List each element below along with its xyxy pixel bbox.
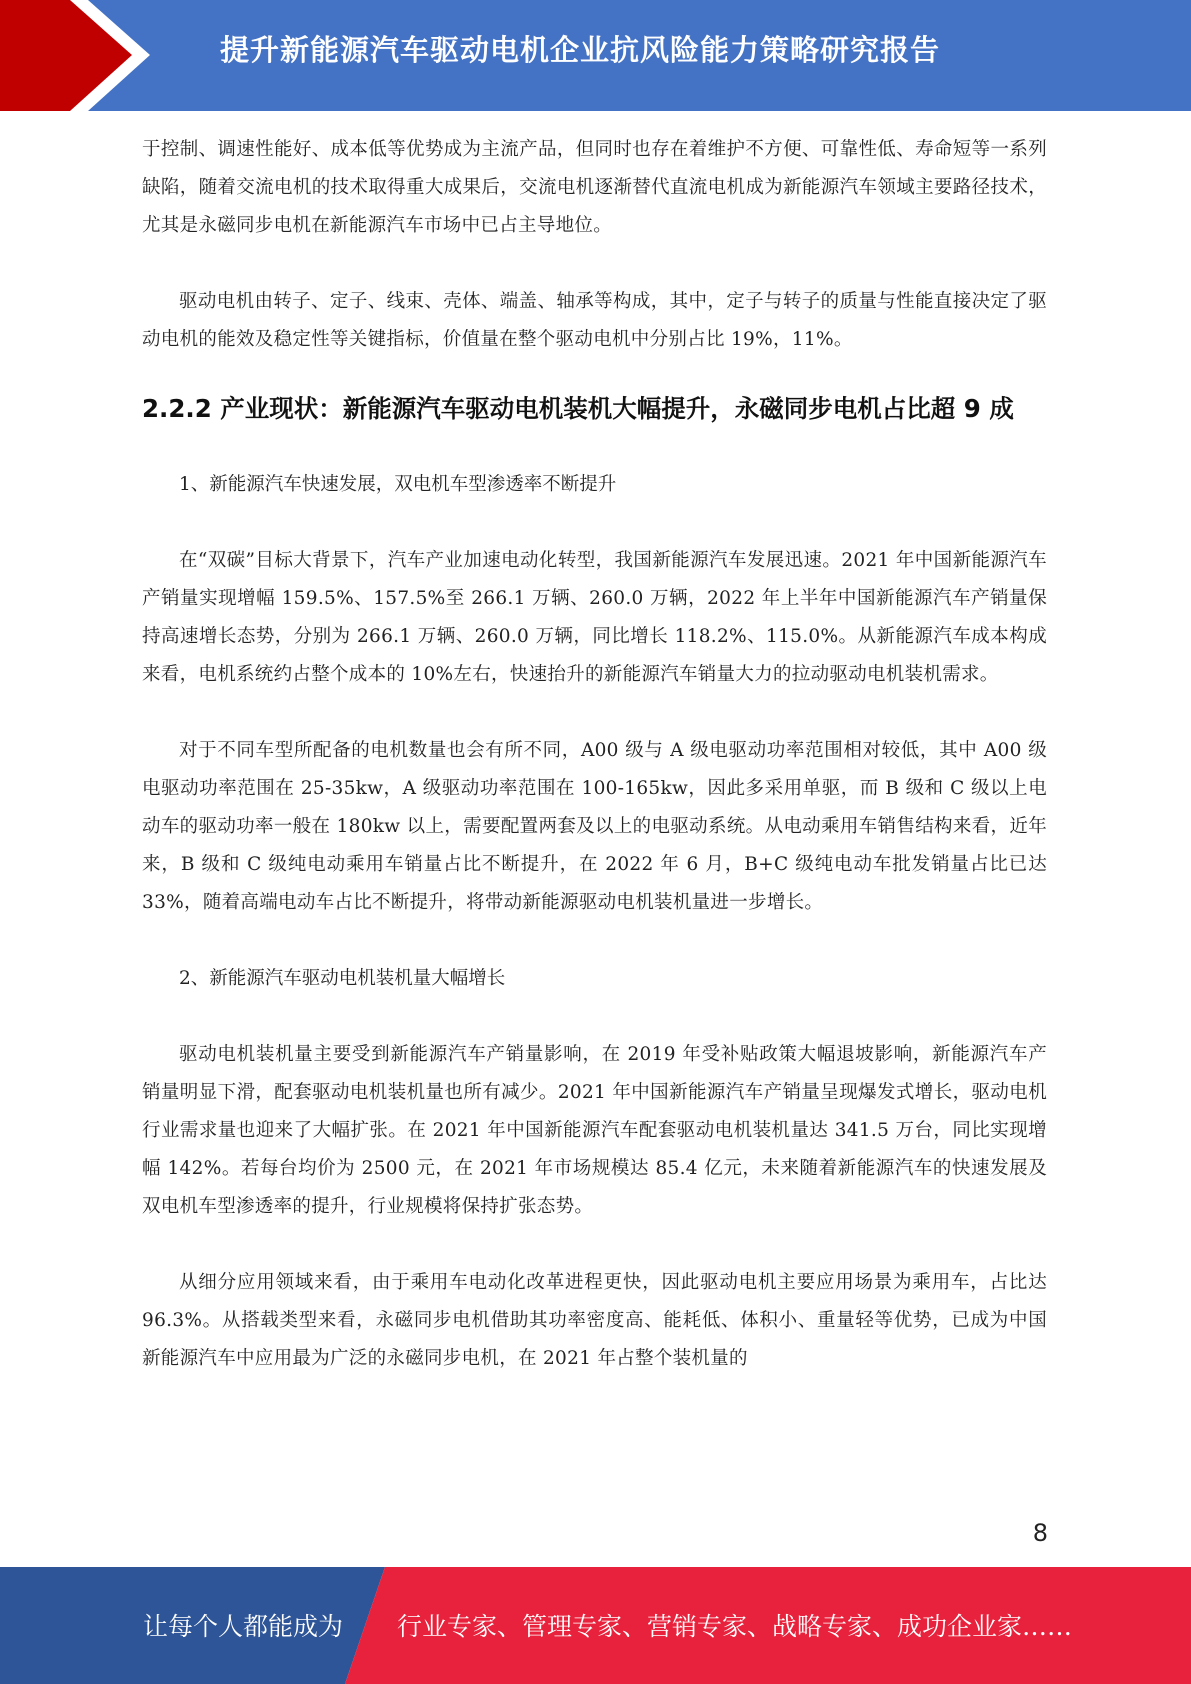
footer-slogan-left: 让每个人都能成为 [143,1612,344,1641]
page-header [0,0,1191,111]
paragraph-1: 于控制、调速性能好、成本低等优势成为主流产品，但同时也存在着维护不方便、可靠性低、寿命短等一系列缺陷，随着交流电机的技术取得重大成果后，交流电机逐渐替代直流电机成为新能源汽车领域主要路径技术，尤其是永磁同步电机在新能源汽车市场中已占主导地位。 [142,139,1047,236]
document-body [142,131,1047,1378]
page-footer [0,1567,1191,1684]
paragraph-5: 驱动电机装机量主要受到新能源汽车产销量影响，在 2019 年受补贴政策大幅退坡影响，新能源汽车产销量明显下滑，配套驱动电机装机量也所有减少。2021 年中国新能源汽车产销量呈现爆发式增长，驱动电机行业需求量也迎来了大幅扩张。在 2021 年中国新能源汽车配套驱动电机装机量达 341.5 万台，同比实现增幅 142%。若每台均价为 2500 元，在 2021 年市场规模达 85.4 亿元，未来随着新能源汽车的快速发展及双电机车型渗透率的提升，行业规模将保持扩张态势。 [142,1044,1047,1217]
footer-slogan-right: 行业专家、管理专家、营销专家、战略专家、成功企业家…… [397,1612,1073,1641]
page-number: 8 [1032,1519,1048,1547]
paragraph-3: 在“双碳”目标大背景下，汽车产业加速电动化转型，我国新能源汽车发展迅速。2021 年中国新能源汽车产销量实现增幅 159.5%、157.5%至 266.1 万辆、260.0 万辆，2022 年上半年中国新能源汽车产销量保持高速增长态势，分别为 266.1 万辆、260.0 万辆，同比增长 118.2%、115.0%。从新能源汽车成本构成来看，电机系统约占整个成本的 10%左右，快速抬升的新能源汽车销量大力的拉动驱动电机装机需求。 [142,550,1047,685]
paragraph-2: 驱动电机由转子、定子、线束、壳体、端盖、轴承等构成，其中，定子与转子的质量与性能直接决定了驱动电机的能效及稳定性等关键指标，价值量在整个驱动电机中分别占比 19%，11%。 [142,291,1047,350]
section-heading: 2.2.2 产业现状：新能源汽车驱动电机装机大幅提升，永磁同步电机占比超 9 成 [142,394,1014,423]
sub-heading-2: 2、新能源汽车驱动电机装机量大幅增长 [179,968,506,989]
paragraph-4: 对于不同车型所配备的电机数量也会有所不同，A00 级与 A 级电驱动功率范围相对较低，其中 A00 级电驱动功率范围在 25-35kw，A 级驱动功率范围在 100-165kw，因此多采用单驱，而 B 级和 C 级以上电动车的驱动功率一般在 180kw 以上，需要配置两套及以上的电驱动系统。从电动乘用车销售结构来看，近年来，B 级和 C 级纯电动乘用车销量占比不断提升，在 2022 年 6 月，B+C 级纯电动车批发销量占比已达 33%，随着高端电动车占比不断提升，将带动新能源驱动电机装机量进一步增长。 [142,740,1047,913]
sub-heading-1: 1、新能源汽车快速发展，双电机车型渗透率不断提升 [179,474,617,495]
header-title: 提升新能源汽车驱动电机企业抗风险能力策略研究报告 [220,33,941,67]
paragraph-6: 从细分应用领域来看，由于乘用车电动化改革进程更快，因此驱动电机主要应用场景为乘用车，占比达 96.3%。从搭载类型来看，永磁同步电机借助其功率密度高、能耗低、体积小、重量轻等优势，已成为中国新能源汽车中应用最为广泛的永磁同步电机，在 2021 年占整个装机量的 [142,1272,1047,1369]
